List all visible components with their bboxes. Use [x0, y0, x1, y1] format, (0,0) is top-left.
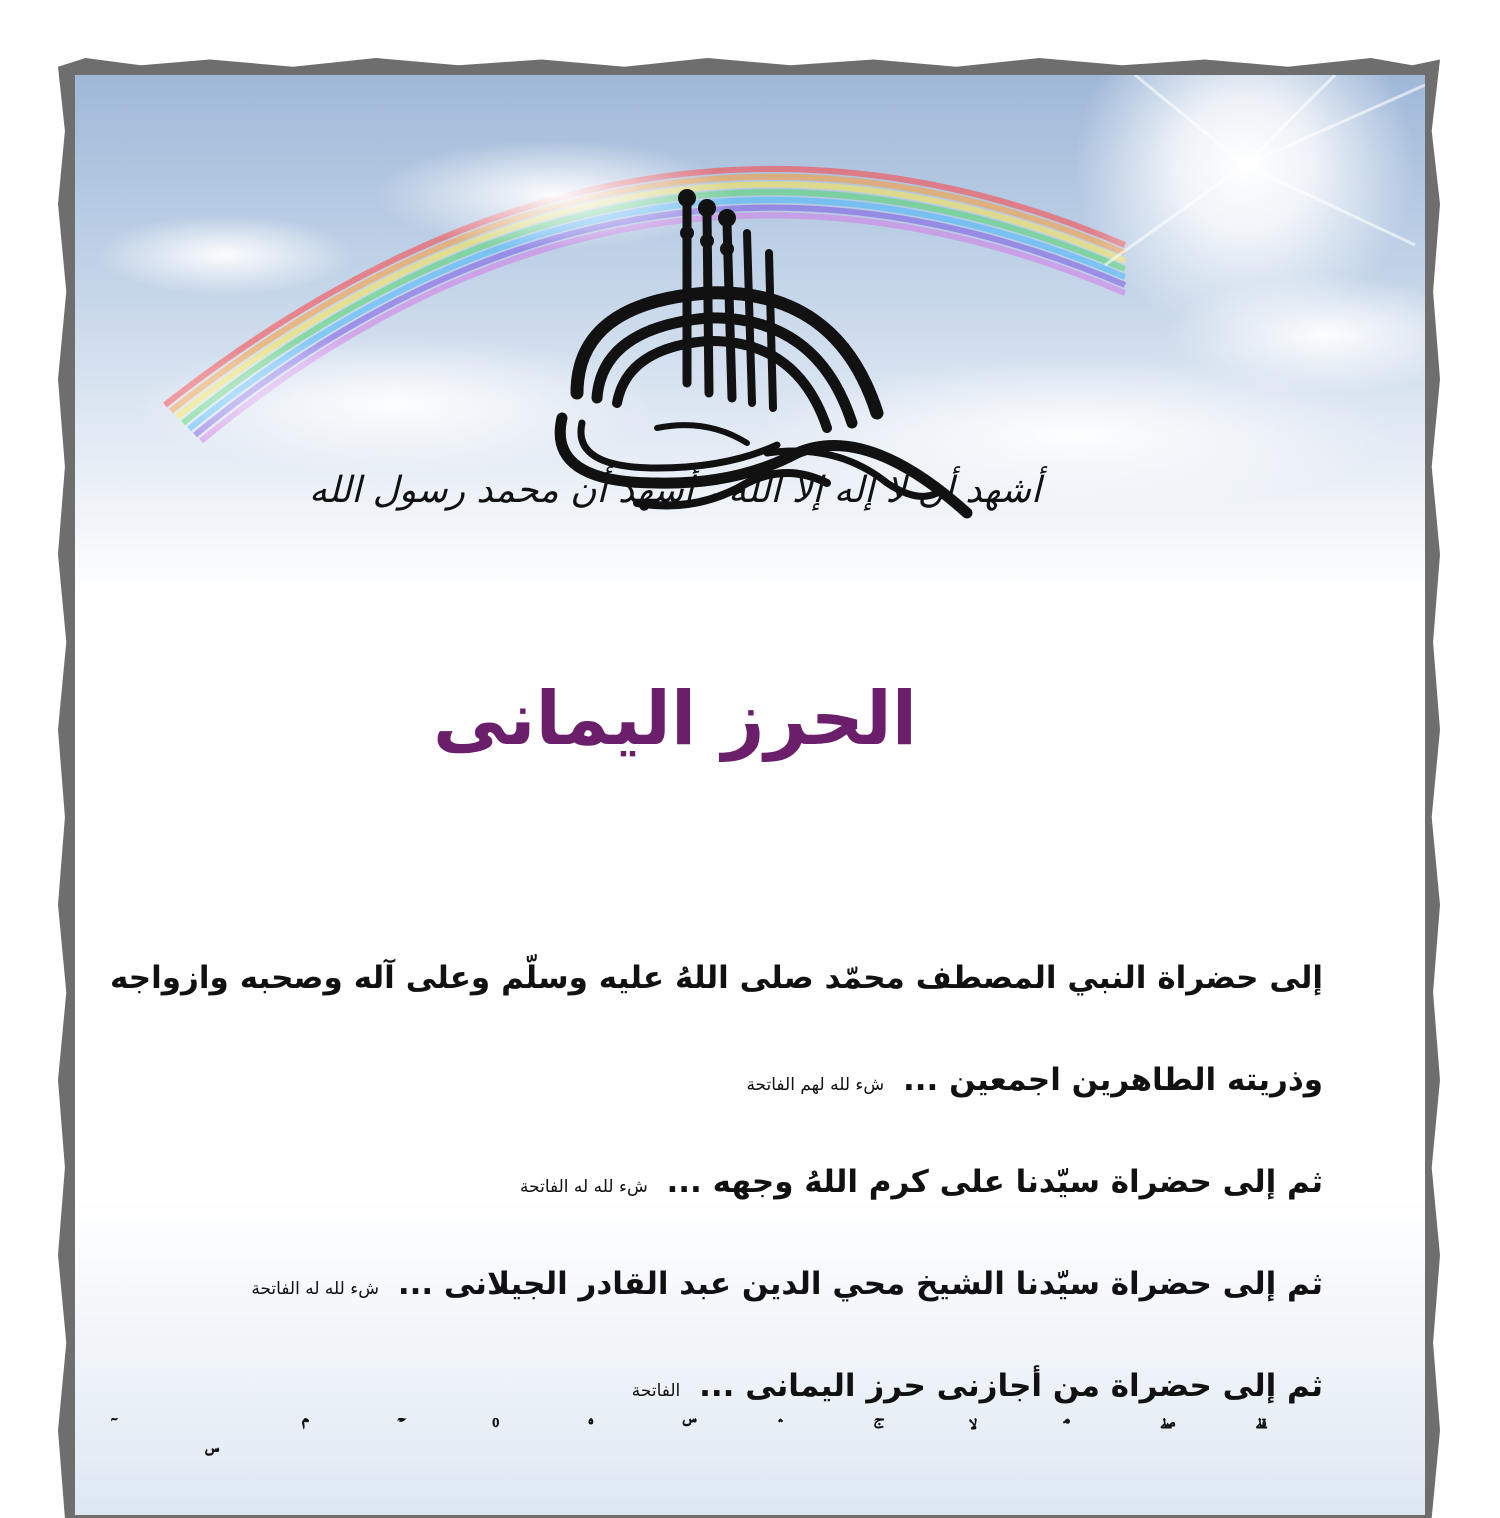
- line-text: إلى حضراة النبي المصطف محمّد صلى اللهُ عليه وسلّم وعلى آله وصحبه وازواجه: [110, 960, 1323, 996]
- line-suffix: شء لله لهم الفاتحة: [746, 1075, 885, 1095]
- line-suffix: شء لله له الفاتحة: [520, 1177, 648, 1197]
- page-title: الحرز اليمانى: [432, 676, 918, 762]
- shahada-calligraphy: أشهد أن لا إله إلا الله ، أشهد أن محمد رسول الله: [309, 470, 1041, 511]
- text-line-2: [746, 1062, 1323, 1122]
- partial-text-line: ۚ ۗ ۖ ۘ ۙ ۚ ۛ ۜ ۟ ۠ ۡ ۢ ۣ ۤ: [110, 1418, 1350, 1454]
- line-text: ثم إلى حضراة من أجازنى حرز اليمانى ...: [699, 1368, 1323, 1404]
- text-line-4: [251, 1266, 1323, 1326]
- line-text: ثم إلى حضراة سيّدنا على كرم اللهُ وجهه ...: [666, 1164, 1323, 1200]
- line-suffix: شء لله له الفاتحة: [251, 1279, 380, 1299]
- text-line-3: [520, 1164, 1323, 1224]
- text-line-1: [110, 960, 1323, 1020]
- line-suffix: الفاتحة: [631, 1381, 681, 1401]
- line-text: وذريته الطاهرين اجمعين ...: [902, 1062, 1323, 1098]
- line-text: ثم إلى حضراة سيّدنا الشيخ محي الدين عبد القادر الجيلانى ...: [397, 1266, 1323, 1302]
